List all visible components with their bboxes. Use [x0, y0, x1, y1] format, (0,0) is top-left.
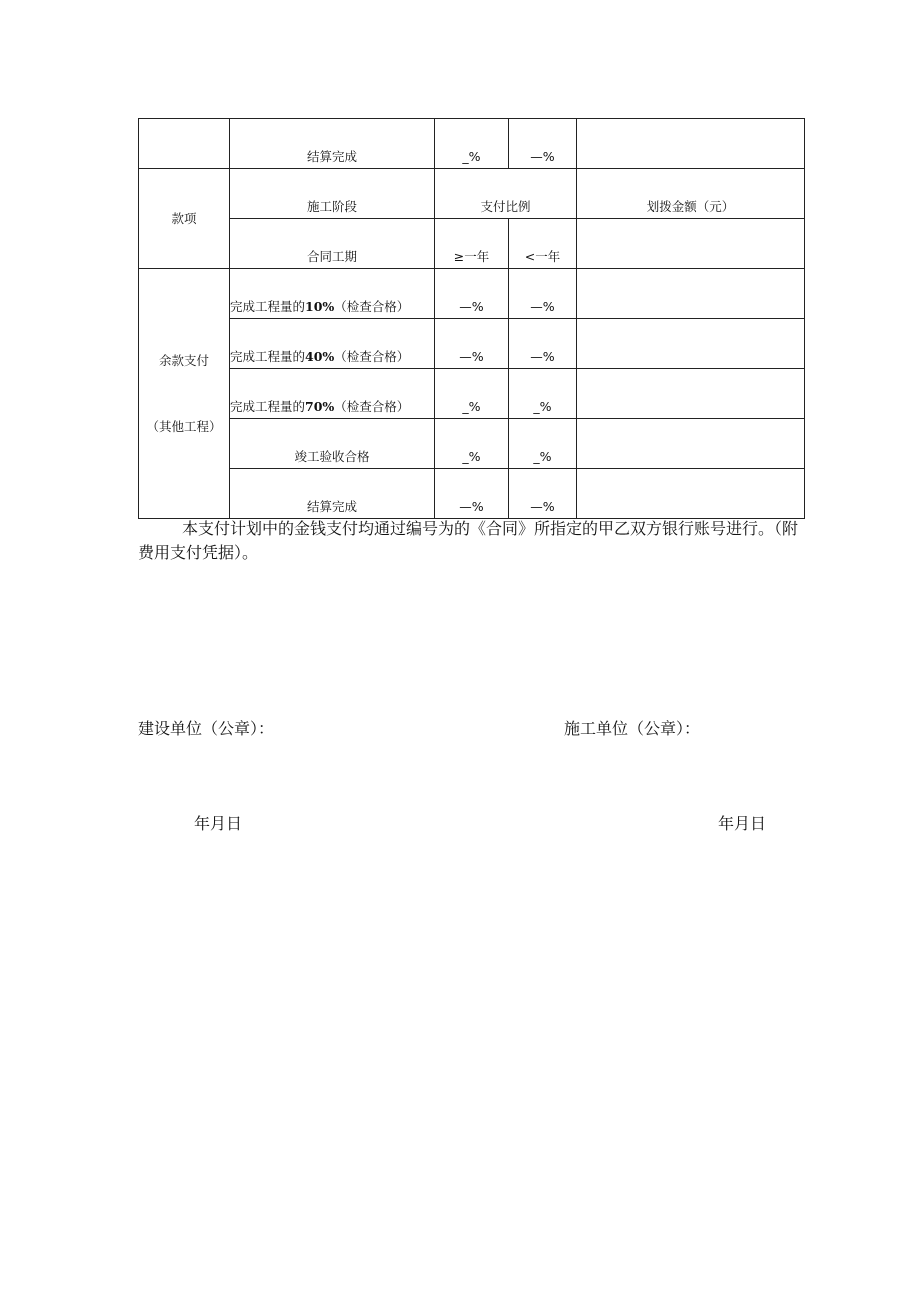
stage-suffix: （检查合格） — [334, 299, 410, 314]
stage-suffix: （检查合格） — [334, 349, 410, 364]
stage-percent: 10% — [305, 299, 335, 314]
amount-cell — [577, 469, 805, 519]
stage-suffix: （检查合格） — [334, 399, 410, 414]
table-row — [139, 419, 805, 469]
empty-cell — [139, 119, 230, 169]
ratio-ge-cell: —% — [435, 269, 509, 319]
stage-cell — [230, 369, 435, 419]
stage-cell: 结算完成 — [230, 119, 435, 169]
table-row — [139, 219, 805, 269]
owner-date: 年月日 — [194, 814, 243, 833]
amount-cell — [577, 369, 805, 419]
amount-cell — [577, 119, 805, 169]
stage-cell: 竣工验收合格 — [230, 419, 435, 469]
stage-percent: 40% — [305, 349, 335, 364]
ratio-ge-cell: —% — [435, 469, 509, 519]
section-label-kuanxiang: 款项 — [139, 169, 230, 269]
period-lt: <一年 — [509, 219, 577, 269]
contractor-date: 年月日 — [718, 814, 767, 833]
ratio-ge-cell: _% — [435, 419, 509, 469]
ratio-ge-cell: _% — [435, 369, 509, 419]
period-ge: ≥一年 — [435, 219, 509, 269]
ratio-lt-cell: _% — [509, 369, 577, 419]
table-row — [139, 369, 805, 419]
ratio-lt-cell: —% — [509, 319, 577, 369]
ratio-lt-cell: —% — [509, 269, 577, 319]
balance-label-line1: 余款支付 — [158, 352, 209, 368]
amount-cell — [577, 419, 805, 469]
stage-cell: 结算完成 — [230, 469, 435, 519]
header-ratio: 支付比例 — [435, 169, 577, 219]
payment-schedule-table — [138, 118, 805, 519]
amount-cell — [577, 319, 805, 369]
ratio-ge-cell: —% — [435, 319, 509, 369]
ratio-lt-cell: —% — [509, 119, 577, 169]
ratio-ge-cell: _% — [435, 119, 509, 169]
table-row — [139, 269, 805, 319]
header-stage: 施工阶段 — [230, 169, 435, 219]
amount-cell — [577, 269, 805, 319]
stage-cell — [230, 319, 435, 369]
table-row — [139, 469, 805, 519]
table-row — [139, 119, 805, 169]
stage-prefix: 完成工程量的 — [230, 299, 306, 314]
period-label: 合同工期 — [230, 219, 435, 269]
ratio-lt-cell: —% — [509, 469, 577, 519]
table-row — [139, 319, 805, 369]
owner-seal-label: 建设单位（公章）： — [138, 719, 275, 738]
stage-prefix: 完成工程量的 — [230, 399, 306, 414]
payment-note: 本支付计划中的金钱支付均通过编号为的《合同》所指定的甲乙双方银行账号进行。（附费用支付凭据）。 — [138, 519, 799, 562]
stage-percent: 70% — [305, 399, 335, 414]
stage-cell — [230, 269, 435, 319]
contractor-seal-label: 施工单位（公章）： — [564, 719, 701, 738]
ratio-lt-cell: _% — [509, 419, 577, 469]
section-label-balance — [139, 269, 230, 519]
amount-cell — [577, 219, 805, 269]
table-row — [139, 169, 805, 219]
stage-prefix: 完成工程量的 — [230, 349, 306, 364]
header-amount: 划拨金额（元） — [577, 169, 805, 219]
balance-label-line2: （其他工程） — [146, 418, 222, 434]
